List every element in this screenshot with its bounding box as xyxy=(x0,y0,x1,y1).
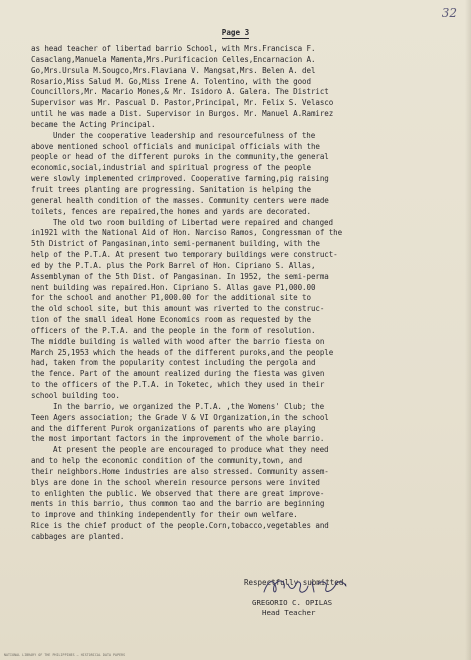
paragraph xyxy=(31,445,445,521)
page-number: 32 xyxy=(441,6,457,20)
text-line: their neighbors.Home industries are also stressed. Community assem- xyxy=(31,466,329,476)
page-edge-shadow xyxy=(465,0,471,660)
text-line: Casaclang,Manuela Mamenta,Mrs.Purificacion Celles,Encarnacion A. xyxy=(31,54,316,64)
text-line: ed by the P.T.A. plus the Pork Barrel of Hon. Cipriano S. Allas, xyxy=(31,260,316,270)
text-line: the fence. Part of the amount realized during the fiesta was given xyxy=(31,369,325,379)
text-line: blys are done in the school wherein resource persons were invited xyxy=(31,477,320,487)
paragraph xyxy=(31,402,445,445)
text-line: were slowly implemented crimproved. Cooperative farming,pig raising xyxy=(31,174,329,184)
text-line: people or head of the different puroks in the community,the general xyxy=(31,152,329,162)
text-line: In the barrio, we organized the P.T.A. ,the Womens' Club; the xyxy=(53,401,325,411)
text-line: and the different Purok organizations of parents who are playing xyxy=(31,423,316,433)
signatory-title: Head Teacher xyxy=(262,608,316,617)
text-line: officers of the P.T.A. and the people in the form of resolution. xyxy=(31,325,316,335)
text-line: tion of the small ideal Home Economics room as requested by the xyxy=(31,315,311,325)
text-line: as head teacher of libertad barrio School, with Mrs.Francisca F. xyxy=(31,44,316,53)
text-line: The middle building is walled with wood after the barrio fiesta on xyxy=(31,336,325,346)
text-line: to the officers of the P.T.A. in Toketec, which they used in their xyxy=(31,380,325,390)
paragraph xyxy=(31,131,445,218)
closing-line: Respectfully submitted, xyxy=(244,578,348,587)
text-line: help of the P.T.A. At present two temporary buildings were construct- xyxy=(31,250,338,260)
text-line: became the Acting Principal. xyxy=(31,119,156,129)
text-line: March 25,1953 which the heads of the different puroks,and the people xyxy=(31,347,334,357)
text-line: toilets, fences are repaired,the homes and yards are decorated. xyxy=(31,206,311,216)
text-line: Teen Agers association; the Grade V & VI Organization,in the school xyxy=(31,412,329,422)
text-line: nent building was repaired.Hon. Cipriano S. Allas gave P1,000.00 xyxy=(31,282,316,292)
signatory-name: GREGORIO C. OPILAS xyxy=(252,598,333,607)
text-line: the most important factors in the improvement of the whole barrio. xyxy=(31,434,325,444)
text-line: Rice is the chief product of the people.Corn,tobacco,vegetables and xyxy=(31,521,329,531)
text-line: the old school site, but this amount was riverted to the construc- xyxy=(31,304,325,314)
text-line: 5th District of Pangasinan,into semi-permanent building, with the xyxy=(31,239,320,249)
text-line: general health condition of the masses. Community centers were made xyxy=(31,195,329,205)
handwritten-signature xyxy=(260,576,350,598)
text-line: Assemblyman of the 5th Dist. of Pangasinan. In 1952, the semi-perma xyxy=(31,271,329,281)
text-line: Councillors,Mr. Macario Mones,& Mr. Isidoro A. Galera. The District xyxy=(31,87,329,97)
text-line: for the school and another P1,000.00 for the additional site to xyxy=(31,293,311,303)
text-line: The old two room building of Libertad were repaired and changed xyxy=(53,217,333,227)
text-line: until he was made a Dist. Supervisor in Burgos. Mr. Manuel A.Ramirez xyxy=(31,109,334,119)
text-line: cabbages are planted. xyxy=(31,531,125,541)
text-line: and to help the economic condition of the community,town, and xyxy=(31,456,303,466)
text-line: fruit trees planting are progressing. Sanitation is helping the xyxy=(31,184,311,194)
paragraph xyxy=(31,218,445,402)
text-line: Rosario,Miss Salud M. Go,Miss Irene A. Tolentino, with the good xyxy=(31,76,311,86)
page-header xyxy=(0,28,471,37)
text-line: above mentioned school officials and municipal officials with the xyxy=(31,141,320,151)
text-line: to enlighten the public. We observed that there are great improve- xyxy=(31,488,325,498)
signature-block xyxy=(244,578,442,650)
text-line: had, taken from the popularity contest including the pergola and xyxy=(31,358,316,368)
paragraph xyxy=(31,44,445,131)
text-line: Supervisor was Mr. Pascual D. Pastor,Principal, Mr. Felix S. Velasco xyxy=(31,98,334,108)
paragraph xyxy=(31,521,445,543)
text-line: Under the cooperative leadership and resourcefulness of the xyxy=(53,130,316,140)
library-stamp: NATIONAL LIBRARY OF THE PHILIPPINES — HISTORICAL DATA PAPERS xyxy=(4,653,126,657)
text-line: economic,social,industrial and spiritual progress of the people xyxy=(31,163,311,173)
text-line: school building too. xyxy=(31,391,120,400)
text-line: At present the people are encouraged to produce what they need xyxy=(53,445,329,455)
text-line: ments in this barrio, thus common tao and the barrio are beginning xyxy=(31,499,325,509)
text-line: Go,Mrs.Ursula M.Sougco,Mrs.Flaviana V. Mangsat,Mrs. Belen A. del xyxy=(31,65,316,75)
text-line: in1921 with the National Aid of Hon. Narciso Ramos, Congressman of the xyxy=(31,228,343,238)
text-line: to improve and thinking independently for their own welfare. xyxy=(31,510,298,520)
document-body xyxy=(31,44,445,543)
page-header-text: Page 3 xyxy=(221,28,250,37)
